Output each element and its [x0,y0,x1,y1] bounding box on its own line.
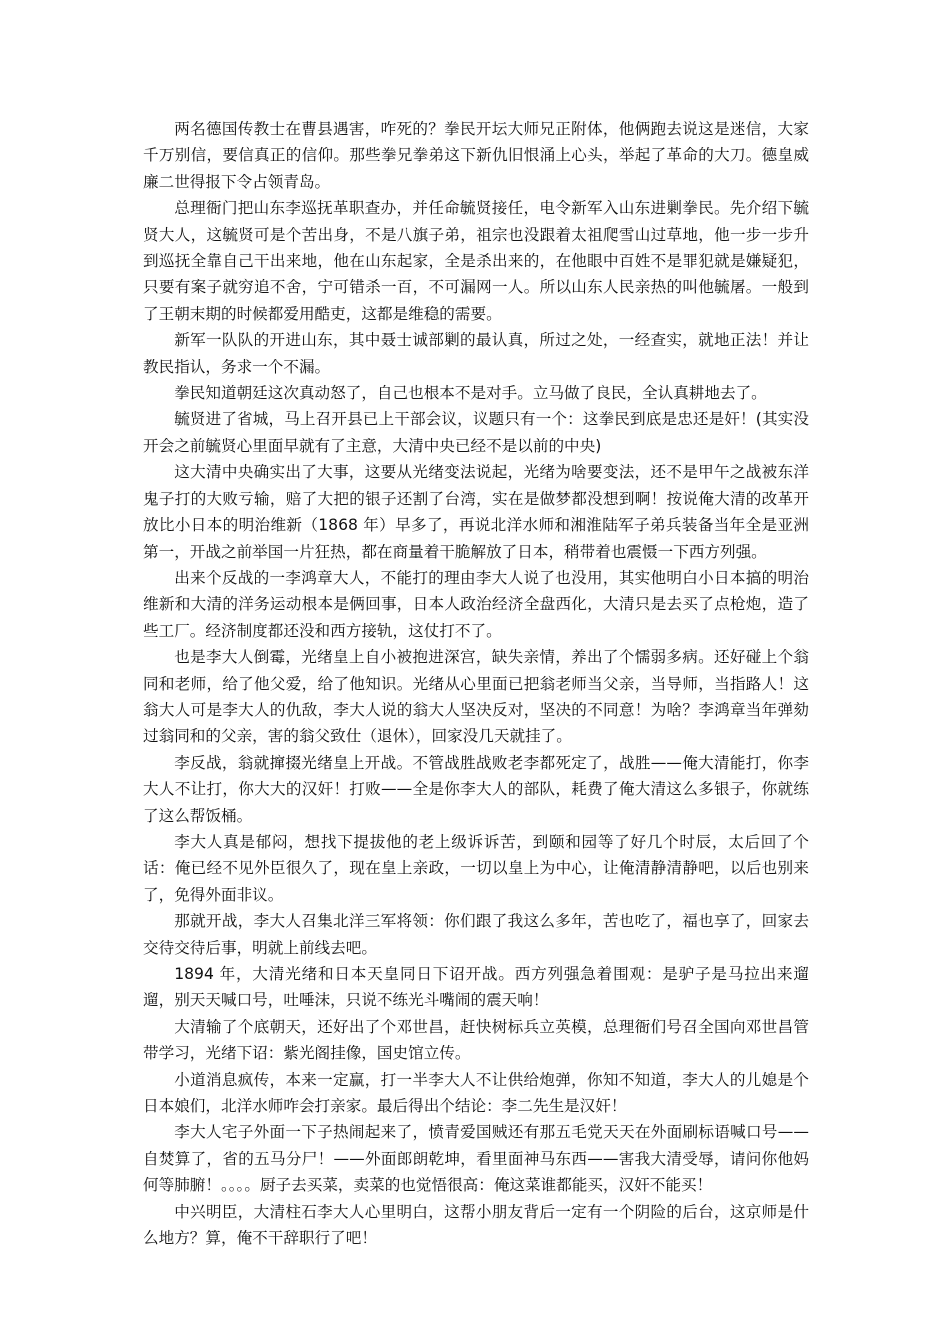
paragraph: 总理衙门把山东李巡抚革职查办，并任命毓贤接任，电令新军入山东进剿拳民。先介绍下毓贤大人，这毓贤可是个苦出身，不是八旗子弟，祖宗也没跟着太祖爬雪山过草地，他一步一步升到巡抚全靠自己干出来地，他在山东起家，全是杀出来的，在他眼中百姓不是罪犯就是嫌疑犯，只要有案子就穷追不舍，宁可错杀一百，不可漏网一人。所以山东人民亲热的叫他毓屠。一般到了王朝末期的时候都爱用酷吏，这都是维稳的需要。 [143,199,809,323]
paragraph: 那就开战，李大人召集北洋三军将领：你们跟了我这么多年，苦也吃了，福也享了，回家去交待交待后事，明就上前线去吧。 [143,912,809,957]
paragraph: 出来个反战的一李鸿章大人，不能打的理由李大人说了也没用，其实他明白小日本搞的明治维新和大清的洋务运动根本是俩回事，日本人政治经济全盘西化，大清只是去买了点枪炮，造了些工厂。经济制度都还没和西方接轨，这仗打不了。 [143,568,809,640]
paragraph: 李反战，翁就撺掇光绪皇上开战。不管战胜战败老李都死定了，战胜——俺大清能打，你李大人不让打，你大大的汉奸！打败——全是你李大人的部队，耗费了俺大清这么多银子，你就练了这么帮饭桶。 [143,753,809,825]
paragraph: 中兴明臣，大清柱石李大人心里明白，这帮小朋友背后一定有一个阴险的后台，这京师是什么地方？算，俺不干辞职行了吧！ [143,1202,809,1248]
paragraph: 大清输了个底朝天，还好出了个邓世昌，赶快树标兵立英模，总理衙们号召全国向邓世昌管带学习，光绪下诏：紫光阁挂像，国史馆立传。 [143,1017,809,1063]
paragraph: 两名德国传教士在曹县遇害，咋死的？拳民开坛大师兄正附体，他俩跑去说这是迷信，大家千万别信，要信真正的信仰。那些拳兄拳弟这下新仇旧恨涌上心头，举起了革命的大刀。德皇威廉二世得报下令占领青岛。 [143,120,809,191]
paragraph: 小道消息疯传，本来一定赢，打一半李大人不让供给炮弹，你知不知道，李大人的儿媳是个日本娘们，北洋水师咋会打亲家。最后得出个结论：李二先生是汉奸！ [143,1070,809,1116]
paragraph: 拳民知道朝廷这次真动怒了，自己也根本不是对手。立马做了良民，全认真耕地去了。 [174,384,767,403]
document-body [143,116,809,1251]
paragraph: 也是李大人倒霉，光绪皇上自小被抱进深宫，缺失亲情，养出了个懦弱多病。还好碰上个翁同和老师，给了他父爱，给了他知识。光绪从心里面已把翁老师当父亲，当导师，当指路人！这翁大人可是李大人的仇敌，李大人说的翁大人坚决反对，坚决的不同意！为啥？李鸿章当年弹劾过翁同和的父亲，害的翁父致仕（退休），回家没几天就挂了。 [143,648,809,746]
paragraph: 毓贤进了省城，马上召开县已上干部会议，议题只有一个：这拳民到底是忠还是奸！(其实没开会之前毓贤心里面早就有了主意，大清中央已经不是以前的中央) [143,410,809,455]
paragraph: 这大清中央确实出了大事，这要从光绪变法说起，光绪为啥要变法，还不是甲午之战被东洋鬼子打的大败亏输，赔了大把的银子还割了台湾，实在是做梦都没想到啊！按说俺大清的改革开放比小日本的明治维新（1868 年）早多了，再说北洋水师和湘淮陆军子弟兵装备当年全是亚洲第一，开战之前举国一片狂热，都在商量着干脆解放了日本，稍带着也震慑一下西方列强。 [143,463,809,561]
paragraph: 1894 年，大清光绪和日本天皇同日下诏开战。西方列强急着围观：是驴子是马拉出来遛遛，别天天喊口号，吐唾沫，只说不练光斗嘴闹的震天响！ [143,965,809,1010]
paragraph: 李大人宅子外面一下子热闹起来了，愤青爱国贼还有那五毛党天天在外面刷标语喊口号——自焚算了，省的五马分尸！——外面郎朗乾坤，看里面神马东西——害我大清受辱，请问你他妈何等肺腑！。。。。厨子去买菜，卖菜的也觉悟很高：俺这菜谁都能买，汉奸不能买！ [143,1123,809,1195]
paragraph: 李大人真是郁闷，想找下提拔他的老上级诉诉苦，到颐和园等了好几个时辰，太后回了个话：俺已经不见外臣很久了，现在皇上亲政，一切以皇上为中心，让俺清静清静吧，以后也别来了，免得外面非议。 [143,832,809,904]
paragraph: 新军一队队的开进山东，其中聂士诚部剿的最认真，所过之处，一经查实，就地正法！并让教民指认，务求一个不漏。 [143,331,809,376]
